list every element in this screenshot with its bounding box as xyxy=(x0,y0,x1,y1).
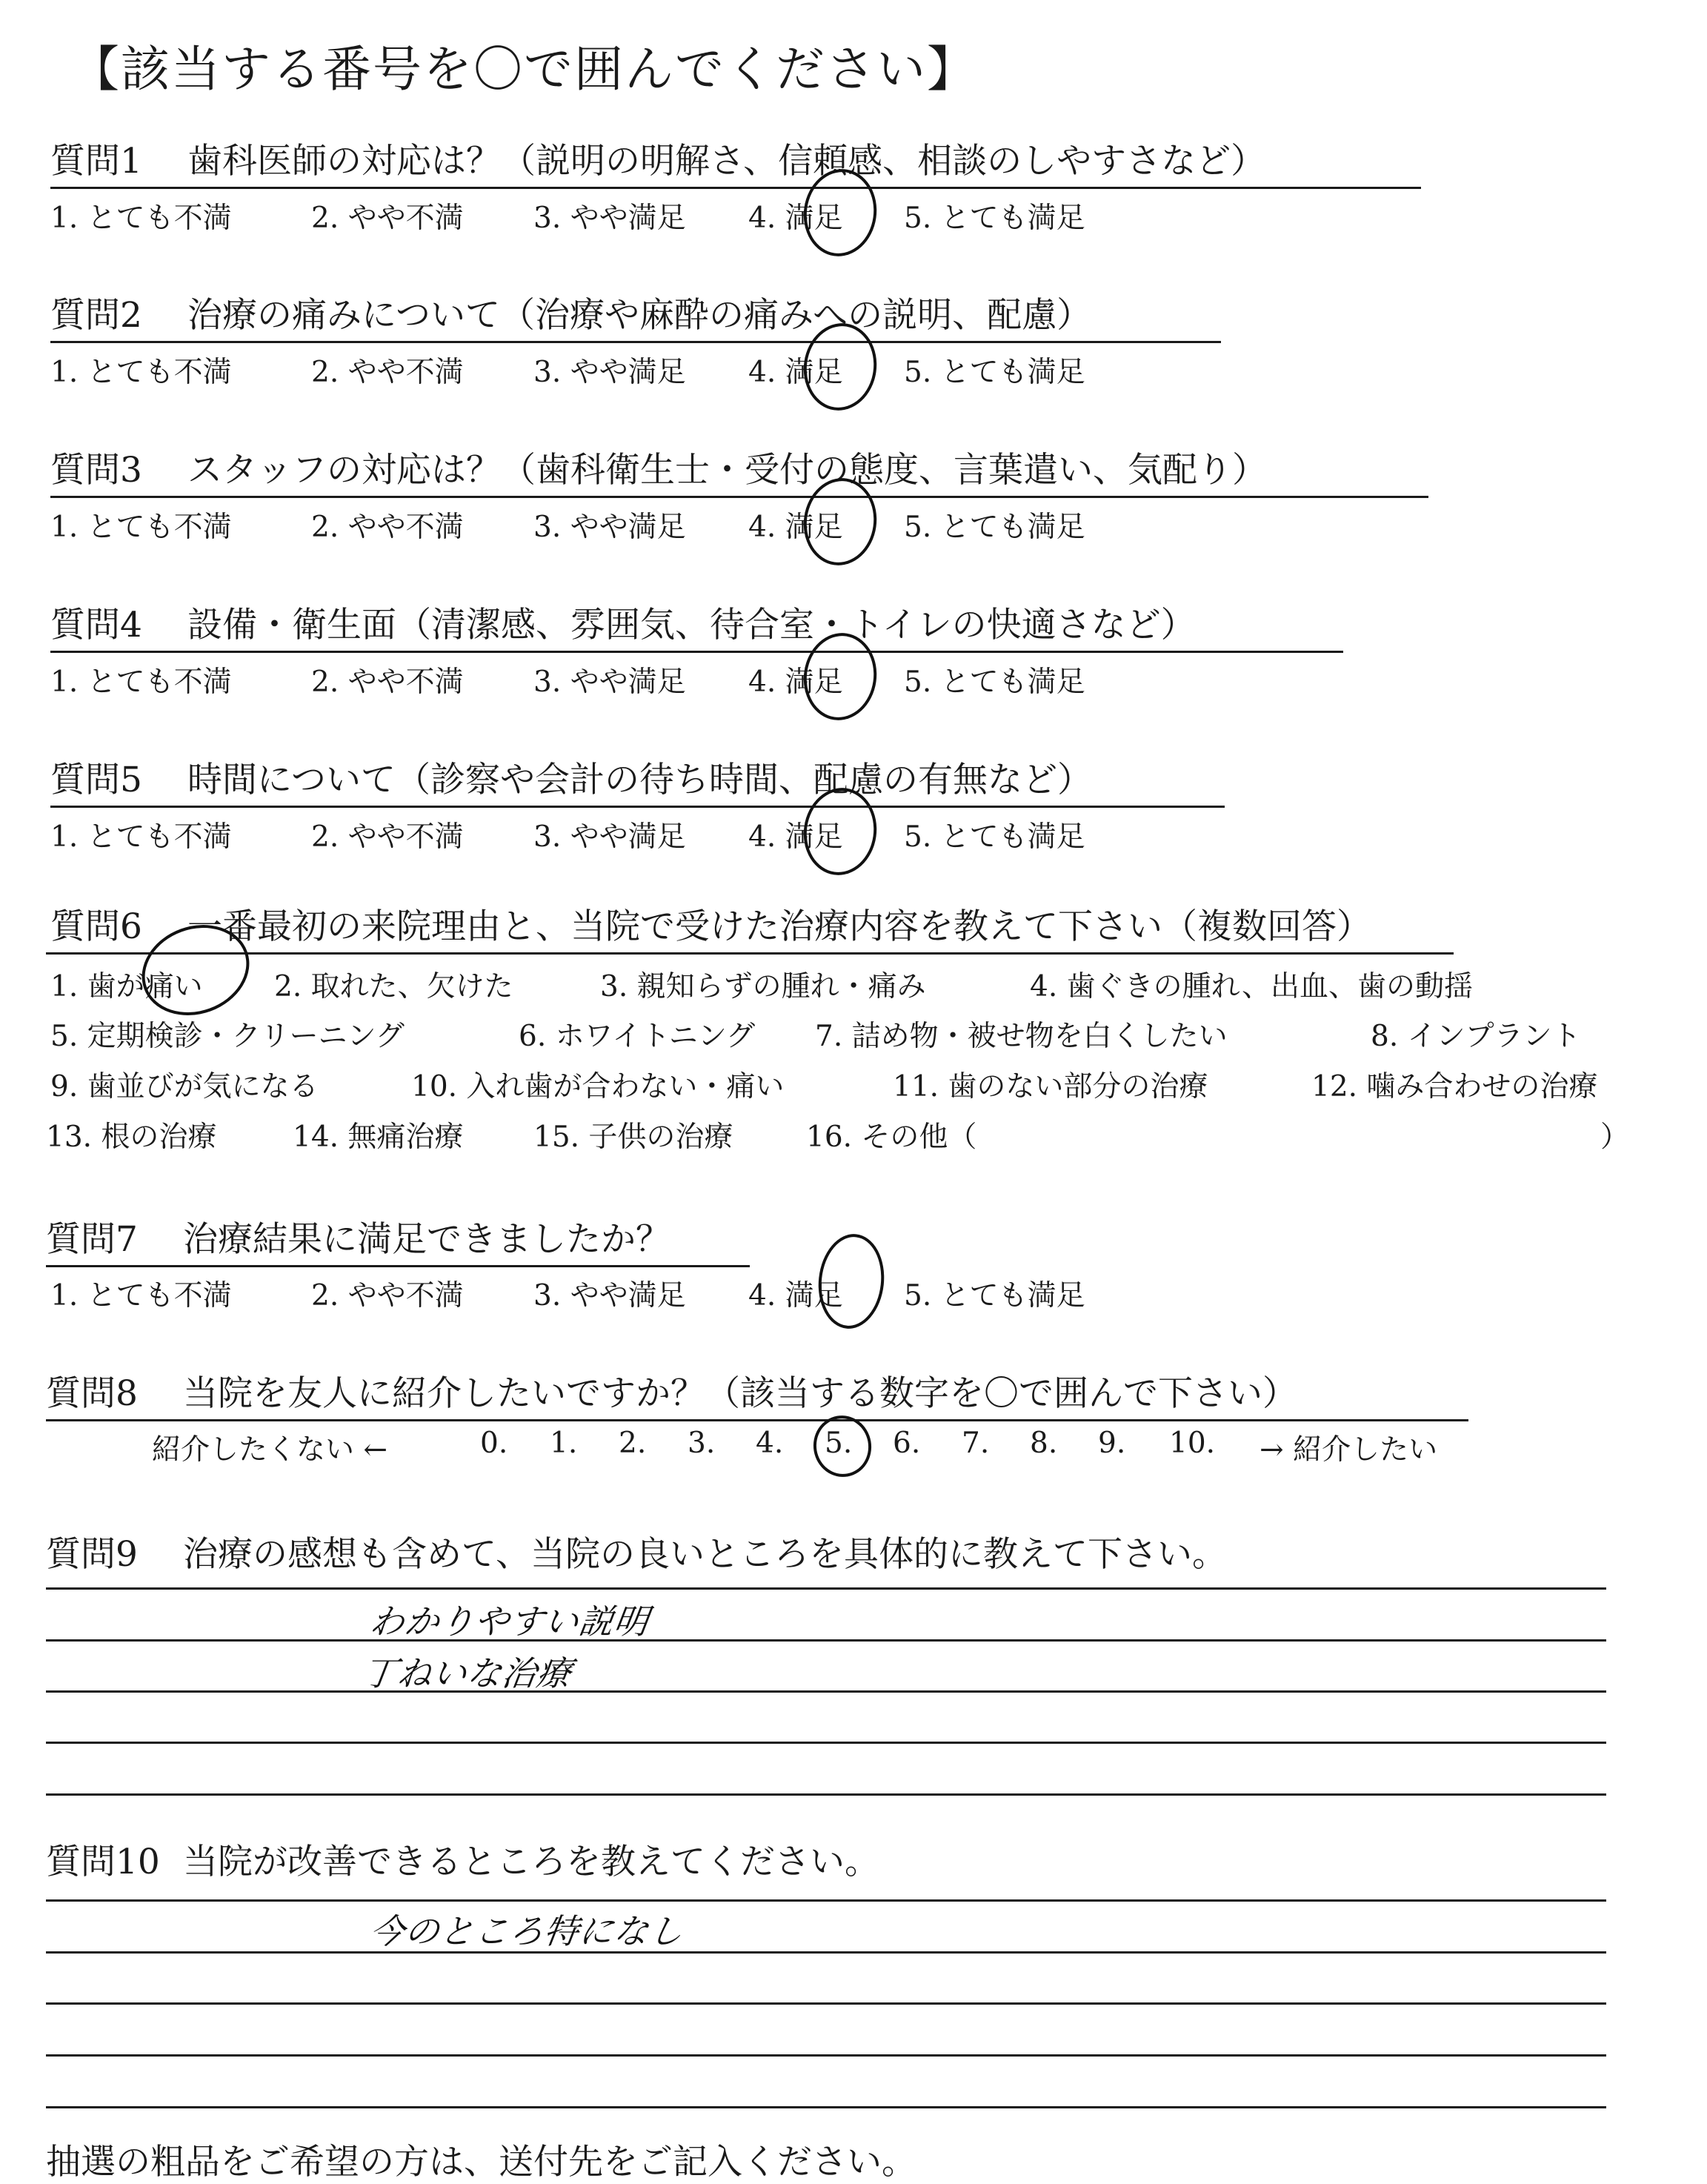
option: 5. とても満足 xyxy=(904,1279,1085,1312)
option: 5. 定期検診・クリーニング xyxy=(50,1020,405,1053)
question-underline xyxy=(50,806,1225,808)
option: 3. やや満足 xyxy=(533,1279,686,1312)
option: 5. とても満足 xyxy=(904,202,1085,235)
question-number: 質問1 xyxy=(50,141,142,182)
answer-line xyxy=(46,1742,1606,1744)
option: 12. 噛み合わせの治療 xyxy=(1311,1070,1598,1103)
question-9-heading xyxy=(46,1527,1227,1576)
question-number: 質問3 xyxy=(50,450,142,491)
option: 2. やや不満 xyxy=(311,666,464,699)
option: 3. やや満足 xyxy=(533,202,686,235)
scale-value: 1. xyxy=(550,1427,578,1460)
option: 8. インプラント xyxy=(1371,1020,1581,1053)
option: 6. ホワイトニング xyxy=(519,1020,756,1053)
question-text: 一番最初の来院理由と、当院で受けた治療内容を教えて下さい（複数回答） xyxy=(187,906,1371,947)
option: 4. 満足 xyxy=(748,356,843,389)
option: 2. やや不満 xyxy=(311,202,464,235)
question-number: 質問7 xyxy=(46,1219,138,1260)
scale-value: 5. xyxy=(825,1427,853,1460)
scale-value: 3. xyxy=(688,1427,716,1460)
option: 16. その他（ xyxy=(806,1121,977,1154)
option: 1. とても不満 xyxy=(50,202,232,235)
question-underline xyxy=(50,341,1221,343)
question-underline xyxy=(46,1419,1468,1421)
question-text: 治療の感想も含めて、当院の良いところを具体的に教えて下さい。 xyxy=(183,1534,1228,1575)
answer-line xyxy=(46,1793,1606,1796)
question-number: 質問8 xyxy=(46,1373,138,1414)
page-title: 【該当する番号を〇で囲んでください】 xyxy=(70,41,977,98)
option: 4. 満足 xyxy=(748,511,843,544)
option: 3. やや満足 xyxy=(533,820,686,854)
option: 4. 満足 xyxy=(748,820,843,854)
answer-line xyxy=(46,1899,1606,1902)
option: 1. とても不満 xyxy=(50,511,232,544)
option: 2. やや不満 xyxy=(311,820,464,854)
option: 1. とても不満 xyxy=(50,820,232,854)
question-number: 質問5 xyxy=(50,760,142,800)
question-number: 質問9 xyxy=(46,1534,138,1575)
option: 3. やや満足 xyxy=(533,511,686,544)
question-heading xyxy=(50,752,1092,802)
answer-line xyxy=(46,2054,1606,2057)
option: 5. とても満足 xyxy=(904,511,1085,544)
question-heading xyxy=(50,288,1091,337)
question-6-heading xyxy=(50,899,1371,949)
question-number: 質問4 xyxy=(50,605,142,645)
scale-value: 6. xyxy=(893,1427,921,1460)
handwritten-answer: わかりやすい説明 xyxy=(367,1602,652,1642)
answer-line xyxy=(46,2106,1606,2108)
scale-value: 2. xyxy=(619,1427,647,1460)
question-text: 当院を友人に紹介したいですか？（該当する数字を〇で囲んで下さい） xyxy=(183,1373,1297,1414)
answer-line xyxy=(46,1587,1606,1590)
question-text: 当院が改善できるところを教えてください。 xyxy=(183,1842,879,1882)
handwritten-answer: 今のところ特になし xyxy=(367,1911,687,1951)
option: 3. やや満足 xyxy=(533,356,686,389)
question-text: 歯科医師の対応は？（説明の明解さ、信頼感、相談のしやすさなど） xyxy=(187,141,1266,182)
question-7-heading xyxy=(46,1212,671,1261)
answer-line xyxy=(46,1951,1606,1954)
question-text: 設備・衛生面（清潔感、雰囲気、待合室・トイレの快適さなど） xyxy=(187,605,1196,645)
option: 11. 歯のない部分の治療 xyxy=(893,1070,1208,1103)
option: 14. 無痛治療 xyxy=(293,1121,464,1154)
handwritten-answer: 丁ねいな治療 xyxy=(359,1653,575,1693)
scale-value: 8. xyxy=(1030,1427,1058,1460)
option: 7. 詰め物・被せ物を白くしたい xyxy=(815,1020,1228,1053)
question-heading xyxy=(50,442,1267,492)
option: 3. やや満足 xyxy=(533,666,686,699)
question-text: 治療結果に満足できましたか？ xyxy=(183,1219,671,1260)
answer-line xyxy=(46,2002,1606,2005)
option: 4. 満足 xyxy=(748,666,843,699)
option: 4. 満足 xyxy=(748,202,843,235)
question-heading xyxy=(50,597,1196,647)
scale-value: 9. xyxy=(1098,1427,1126,1460)
question-8-heading xyxy=(46,1366,1297,1415)
option: 5. とても満足 xyxy=(904,666,1085,699)
option: 1. 歯が痛い xyxy=(50,970,203,1003)
option: 10. 入れ歯が合わない・痛い xyxy=(411,1070,785,1103)
option: 5. とても満足 xyxy=(904,820,1085,854)
option: 2. やや不満 xyxy=(311,1279,464,1312)
option: 2. やや不満 xyxy=(311,356,464,389)
question-10-heading xyxy=(46,1834,879,1884)
option: 5. とても満足 xyxy=(904,356,1085,389)
option: 3. 親知らずの腫れ・痛み xyxy=(600,970,926,1003)
question-underline xyxy=(50,496,1428,498)
question-text: スタッフの対応は？（歯科衛生士・受付の態度、言葉遣い、気配り） xyxy=(187,450,1267,491)
question-underline xyxy=(46,952,1454,955)
answer-line xyxy=(46,1639,1606,1642)
option: 9. 歯並びが気になる xyxy=(50,1070,319,1103)
scale-value: 7. xyxy=(962,1427,990,1460)
question-number: 質問6 xyxy=(50,906,142,947)
selection-circle xyxy=(808,1411,876,1481)
option: 2. やや不満 xyxy=(311,511,464,544)
option: 13. 根の治療 xyxy=(46,1121,217,1154)
option: 15. 子供の治療 xyxy=(533,1121,733,1154)
option: 1. とても不満 xyxy=(50,666,232,699)
question-underline xyxy=(50,651,1343,653)
option: 4. 歯ぐきの腫れ、出血、歯の動揺 xyxy=(1030,970,1473,1003)
scale-value: 0. xyxy=(480,1427,508,1460)
option: ） xyxy=(1600,1121,1630,1154)
scale-value: 4. xyxy=(756,1427,784,1460)
option: 1. とても不満 xyxy=(50,1279,232,1312)
question-number: 質問2 xyxy=(50,295,142,336)
question-underline xyxy=(46,1265,750,1267)
answer-line xyxy=(46,1690,1606,1693)
option: 4. 満足 xyxy=(748,1279,843,1312)
footer-instruction: 抽選の粗品をご希望の方は、送付先をご記入ください。 xyxy=(46,2142,916,2183)
question-text: 治療の痛みについて（治療や麻酔の痛みへの説明、配慮） xyxy=(187,295,1092,336)
scale-value: 10. xyxy=(1169,1427,1216,1460)
question-number: 質問10 xyxy=(46,1842,160,1882)
scale-left-label: 紹介したくない ← xyxy=(152,1433,388,1467)
question-heading xyxy=(50,133,1265,183)
selection-circle xyxy=(814,1231,889,1332)
option: 2. 取れた、欠けた xyxy=(274,970,513,1003)
scale-right-label: → 紹介したい xyxy=(1260,1433,1438,1467)
question-text: 時間について（診察や会計の待ち時間、配慮の有無など） xyxy=(187,760,1093,800)
question-underline xyxy=(50,187,1421,189)
option: 1. とても不満 xyxy=(50,356,232,389)
